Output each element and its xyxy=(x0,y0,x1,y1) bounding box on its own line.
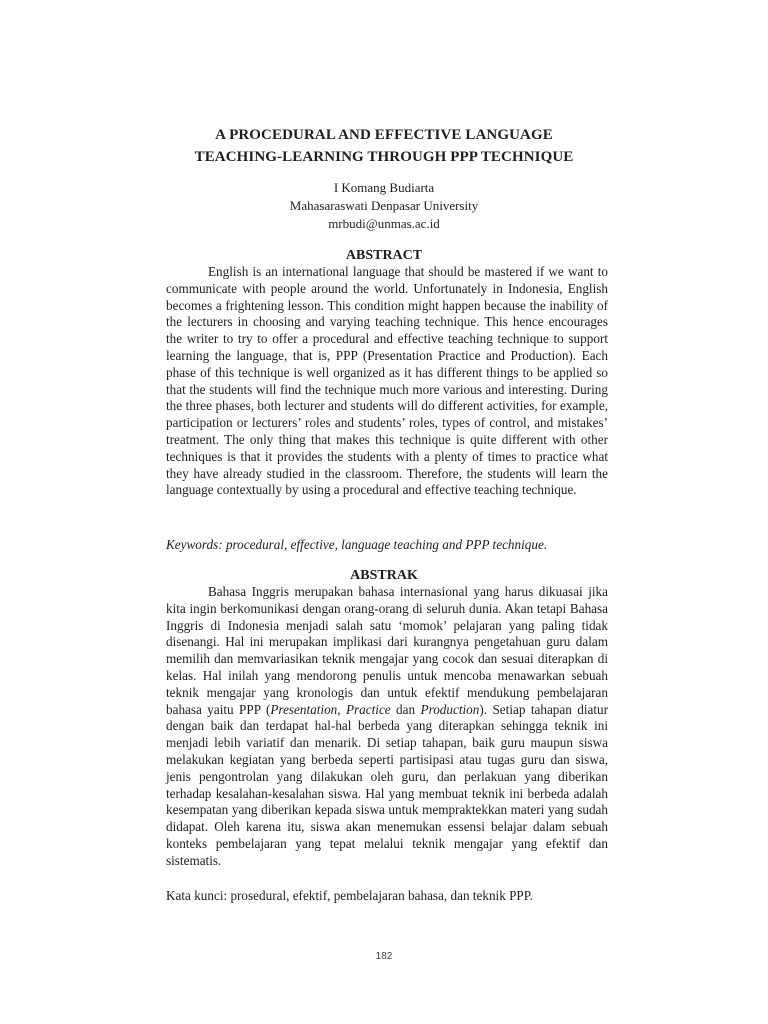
abstrak-text-part-1: Bahasa Inggris merupakan bahasa internasional yang harus dikuasai jika kita ingin berkomunikasi dengan orang-orang di seluruh dunia. Akan tetapi Bahasa Inggris di Indonesia menjadi salah satu ‘momok’ pelajaran yang paling tidak disenangi. Hal ini merupakan implikasi dari kurangnya pengetahuan guru dalam memilih dan memvariasikan teknik mengajar yang cocok dan sesuai diterapkan di kelas. Hal inilah yang mendorong penulis untuk mencoba menawarkan sebuah teknik mengajar yang kronologis dan untuk efektif mendukung pembelajaran bahasa yaitu PPP ( xyxy=(166,584,608,717)
abstrak-text-part-3: ). Setiap tahapan diatur dengan baik dan terdapat hal-hal berbeda yang diterapkan sehingga teknik ini menjadi lebih variatif dan menarik. Di setiap tahapan, baik guru maupun siswa melakukan kegiatan yang berbeda seperti partisipasi atau tugas guru dan siswa, jenis pengontrolan yang dilakukan oleh guru, dan perlakuan yang diberikan terhadap kesalahan-kesalahan siswa. Hal yang membuat teknik ini berbeda adalah kesempatan yang diberikan kepada siswa untuk mempraktekkan materi yang sudah didapat. Oleh karena itu, siswa akan menemukan essensi belajar dalam sebuah konteks pembelajaran yang tepat melalui teknik mengajar yang efektif dan sistematis. xyxy=(166,701,609,868)
paper-title xyxy=(150,124,618,168)
author-name: I Komang Budiarta xyxy=(333,180,435,195)
abstrak-paragraph xyxy=(166,584,608,870)
abstrak-heading: ABSTRAK xyxy=(350,568,418,583)
title-line-2: TEACHING-LEARNING THROUGH PPP TECHNIQUE xyxy=(194,149,574,165)
title-line-1: A PROCEDURAL AND EFFECTIVE LANGUAGE xyxy=(215,127,553,143)
page-number: 182 xyxy=(375,951,393,962)
abstrak-text-part-2: dan xyxy=(390,701,421,717)
abstrak-italic-presentation-practice: Presentation, Practice xyxy=(270,701,391,717)
abstract-heading: ABSTRACT xyxy=(345,248,423,263)
author-affiliation: Mahasaraswati Denpasar University xyxy=(289,198,479,213)
keywords-line: Keywords: procedural, effective, language teaching and PPP technique. xyxy=(166,537,548,552)
abstract-paragraph: English is an international language that should be mastered if we want to communicate with people around the world. Unfortunately in Indonesia, English becomes a frightening lesson. This condition might happen because the inability of the lecturers in choosing and varying teaching technique. This hence encourages the writer to try to offer a procedural and effective teaching technique to support learning the language, that is, PPP (Presentation Practice and Production). Each phase of this technique is well organized as it has different things to be applied so that the students will find the technique much more various and interesting. During the three phases, both lecturer and students will do different activities, for example, participation or lecturers’ roles and students’ roles, types of control, and mistakes’ treatment. The only thing that makes this technique is quite different with other techniques is that it provides the students with a plenty of times to practice what they have already studied in the classroom. Therefore, the students will learn the language contextually by using a procedural and effective teaching technique. xyxy=(166,264,608,498)
author-email: mrbudi@unmas.ac.id xyxy=(328,216,440,231)
abstrak-italic-production: Production xyxy=(420,701,480,717)
kata-kunci-line: Kata kunci: prosedural, efektif, pembelajaran bahasa, dan teknik PPP. xyxy=(166,888,533,903)
author-block xyxy=(150,179,618,233)
